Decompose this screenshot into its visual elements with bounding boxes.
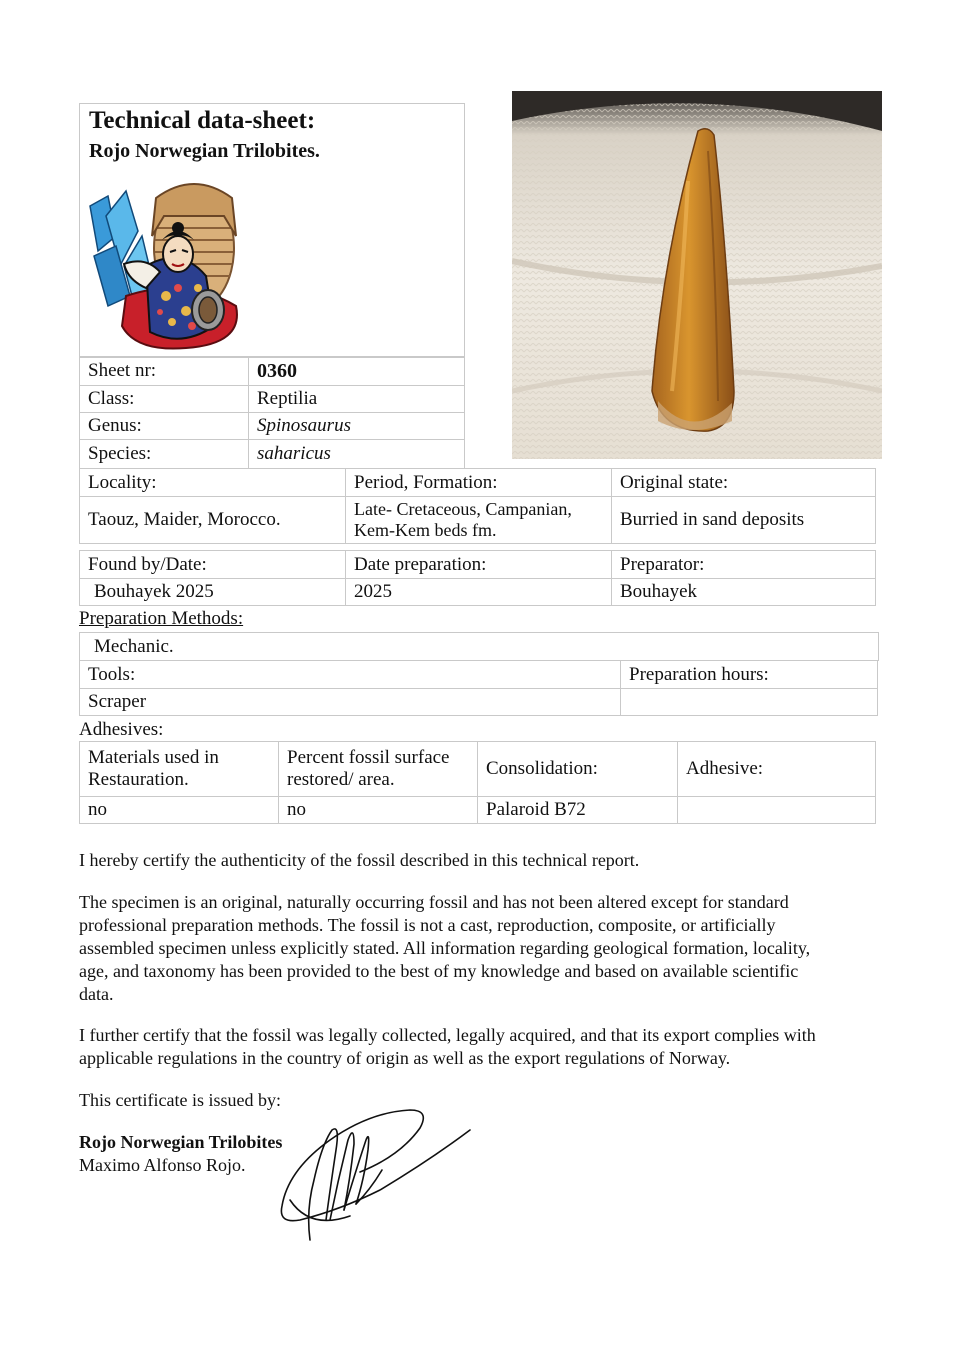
- preparation-methods-value: Mechanic.: [79, 632, 879, 661]
- locality-value: Taouz, Maider, Morocco.: [79, 496, 346, 544]
- locality-label: Locality:: [79, 468, 346, 497]
- period-formation-value-line1: Late- Cretaceous, Campanian,: [354, 499, 572, 519]
- found-by-date-value: Bouhayek 2025: [79, 578, 346, 606]
- certificate-paragraph-3: [79, 1024, 879, 1070]
- genus-value: Spinosaurus: [248, 412, 465, 440]
- handwritten-signature: [270, 1100, 480, 1250]
- genus-label: Genus:: [79, 412, 249, 440]
- percent-value: no: [278, 796, 478, 824]
- paragraph-2-line: The specimen is an original, naturally occurring fossil and has not been altered except for standard: [79, 892, 789, 912]
- issuer-person: Maximo Alfonso Rojo.: [79, 1155, 246, 1175]
- class-value: Reptilia: [248, 385, 465, 413]
- date-preparation-value: 2025: [345, 578, 612, 606]
- sheet-number-label: Sheet nr:: [79, 356, 249, 386]
- adhesives-label: Adhesives:: [79, 719, 164, 740]
- paragraph-2-line: assembled specimen unless explicitly stated. All information regarding geological formation, locality,: [79, 938, 811, 958]
- tools-label: Tools:: [79, 660, 621, 689]
- paragraph-2-line: age, and taxonomy has been provided to the best of my knowledge and based on available scientific: [79, 961, 799, 981]
- percent-label-line2: restored/ area.: [287, 769, 395, 790]
- paragraph-3-line: I further certify that the fossil was legally collected, legally acquired, and that its export complies with: [79, 1025, 816, 1045]
- percent-restored-label: [278, 741, 478, 797]
- paragraph-2-line: professional preparation methods. The fossil is not a cast, reproduction, composite, or artificially: [79, 915, 776, 935]
- percent-label-line1: Percent fossil surface: [287, 747, 450, 768]
- samurai-trilobite-logo-icon: [86, 176, 246, 354]
- document-title: Technical data-sheet:: [89, 107, 316, 134]
- period-formation-value-line2: Kem-Kem beds fm.: [354, 520, 497, 540]
- materials-label-line2: Restauration.: [88, 769, 189, 790]
- paragraph-2-line: data.: [79, 984, 114, 1004]
- adhesive-value: [677, 796, 876, 824]
- materials-value: no: [79, 796, 279, 824]
- period-formation-value: [345, 496, 612, 544]
- preparation-hours-value: [620, 688, 878, 716]
- issuer-company: Rojo Norwegian Trilobites: [79, 1132, 283, 1152]
- original-state-value: Burried in sand deposits: [611, 496, 876, 544]
- certificate-paragraph-1: I hereby certify the authenticity of the fossil described in this technical report.: [79, 850, 640, 870]
- tools-value: Scraper: [79, 688, 621, 716]
- adhesive-label: Adhesive:: [677, 741, 876, 797]
- preparation-hours-label: Preparation hours:: [620, 660, 878, 689]
- materials-label-line1: Materials used in: [88, 747, 219, 768]
- class-label: Class:: [79, 385, 249, 413]
- consolidation-value: Palaroid B72: [477, 796, 678, 824]
- sheet-number-value: 0360: [248, 356, 465, 386]
- preparator-label: Preparator:: [611, 550, 876, 579]
- issued-by-text: This certificate is issued by:: [79, 1090, 281, 1110]
- preparator-value: Bouhayek: [611, 578, 876, 606]
- date-preparation-label: Date preparation:: [345, 550, 612, 579]
- original-state-label: Original state:: [611, 468, 876, 497]
- species-value: saharicus: [248, 439, 465, 469]
- materials-restauration-label: [79, 741, 279, 797]
- paragraph-3-line: applicable regulations in the country of origin as well as the export regulations of Norway.: [79, 1048, 731, 1068]
- consolidation-label: Consolidation:: [477, 741, 678, 797]
- found-by-date-label: Found by/Date:: [79, 550, 346, 579]
- species-label: Species:: [79, 439, 249, 469]
- certificate-paragraph-2: [79, 891, 879, 1006]
- document-subtitle: Rojo Norwegian Trilobites.: [89, 140, 320, 162]
- spinosaurus-tooth-photo: [512, 91, 882, 459]
- preparation-methods-label: Preparation Methods:: [79, 608, 244, 629]
- period-formation-label: Period, Formation:: [345, 468, 612, 497]
